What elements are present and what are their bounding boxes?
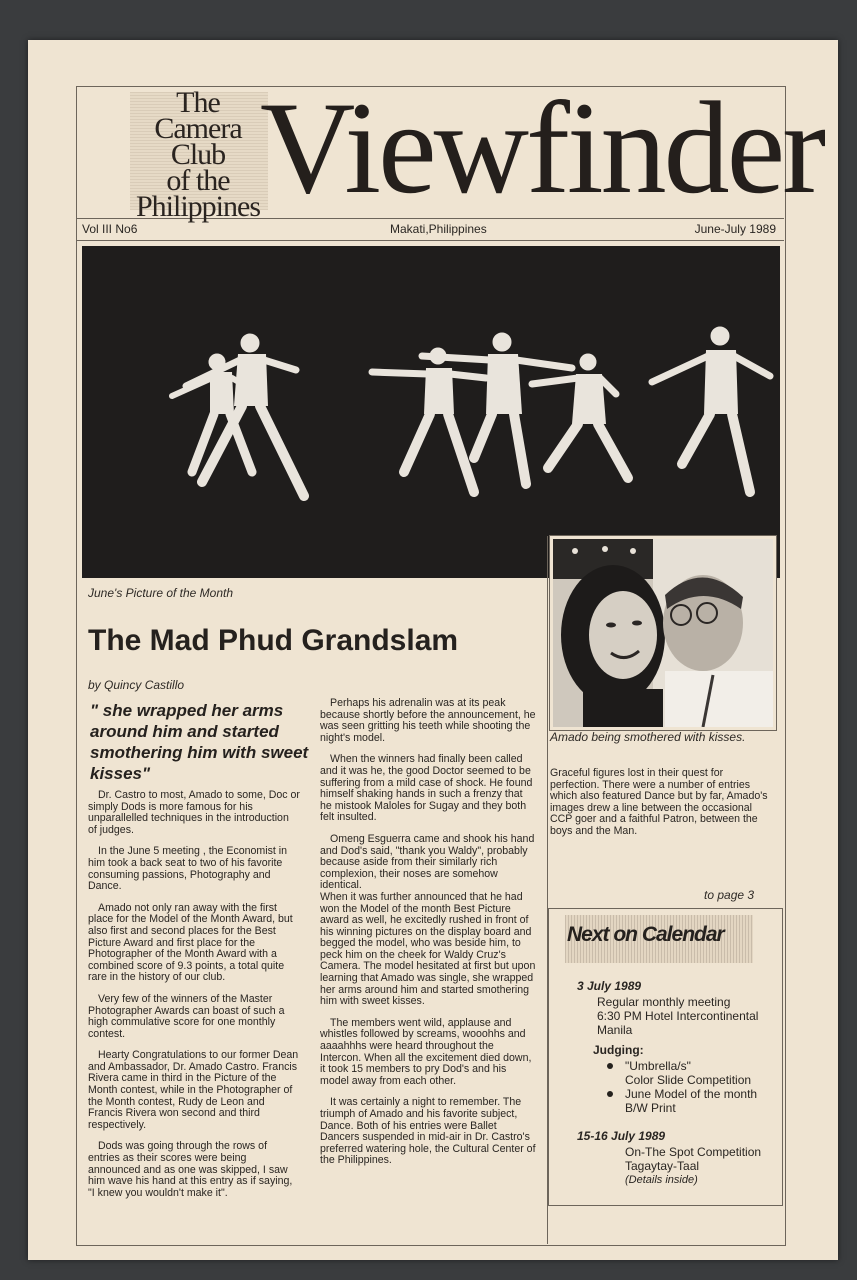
event-2-line-2: Tagaytay-Taal — [625, 1159, 700, 1173]
event-2-line-1: On-The Spot Competition — [625, 1145, 762, 1159]
location: Makati,Philippines — [390, 222, 487, 236]
inset-photo-caption: Amado being smothered with kisses. — [550, 730, 746, 744]
calendar-title: Next on Calendar — [567, 923, 724, 946]
dancer-2 — [241, 334, 259, 352]
dancer-5 — [580, 354, 596, 370]
pull-quote: " she wrapped her arms around him and started smothering him with sweet kisses" — [90, 701, 309, 783]
inset-photo-svg — [553, 539, 773, 727]
col2-paragraph: Omeng Esguerra came and shook his hand and Dod's said, "thank you Waldy", probably because aside from their similarly rich complexion, their noses are somehow identical. — [320, 832, 535, 892]
article-column-3 — [550, 768, 772, 848]
judging-label: Judging: — [593, 1043, 644, 1057]
club-line-1: The — [176, 86, 220, 119]
col1-paragraph: Hearty Congratulations to our former Dean and Ambassador, Dr. Amado Castro. Francis Rivera came in third in the Picture of the Month contest, while in the Photographer of the Month contest, Rudy de Leon and Francis Rivera won second and third respectively. — [88, 1049, 299, 1131]
col1-paragraph: In the June 5 meeting , the Economist in him took a back seat to two of his favorite consuming passions, Photography and Dance. — [88, 845, 288, 893]
article-column-2 — [320, 698, 536, 1177]
article-byline: by Quincy Castillo — [88, 678, 185, 692]
col3-paragraph: Graceful figures lost in their quest for perfection. There were a number of entries which also featured Dance but by far, Amado's images drew a line between the occasional CCP goer and a faithful Patron, between the boys and the Man. — [550, 767, 768, 837]
masthead — [76, 74, 824, 223]
col1-paragraph: Very few of the winners of the Master Photographer Awards can boast of such a high commulative score for one monthly contest. — [88, 992, 285, 1040]
club-name — [130, 86, 266, 223]
event-2-line-3: (Details inside) — [625, 1174, 698, 1186]
bullet-icon — [607, 1091, 613, 1097]
issue-date: June-July 1989 — [694, 222, 776, 236]
col2-paragraph: The members went wild, applause and whistles followed by screams, wooohhs and aaaahhhs were heard throughout the Intercon. When all the excitement died down, it took 15 members to pry Dod's and his model away from each other. — [320, 1016, 532, 1087]
col1-paragraph: Dr. Castro to most, Amado to some, Doc or simply Dods is more famous for his unparallelled techniques in the introduction of judges. — [88, 789, 300, 836]
event-1-line-3: Manila — [597, 1023, 633, 1037]
event-1-line-1: Regular monthly meeting — [597, 995, 731, 1009]
judging-item-1-line-2: Color Slide Competition — [625, 1073, 752, 1087]
calendar-date-1: 3 July 1989 — [577, 979, 642, 993]
col2-paragraph: When the winners had finally been called and it was he, the good Doctor seemed to be suffering from a mild case of shock. He found himself shaking hands in such a frenzy that he mistook Maloles for Sugay and they both felt insulted. — [320, 753, 533, 824]
club-line-3: of the — [166, 164, 230, 197]
col2-paragraph: Perhaps his adrenalin was at its peak because shortly before the announcement, he was seen gritting his teeth while shooting the night's model. — [320, 697, 536, 744]
col2-paragraph: It was certainly a night to remember. The triumph of Amado and his favorite subject, Dance. Both of his entries were Ballet Dancers suspended in mid-air in Dr. Castro's preferred watering hole, the Cultural Center of the Philippines. — [320, 1096, 536, 1167]
dancers-photo-svg — [82, 246, 780, 578]
newsletter-title: Viewfinder — [260, 74, 824, 221]
volume-number: Vol III No6 — [82, 222, 138, 236]
calendar-box — [548, 908, 783, 1206]
event-1-line-2: 6:30 PM Hotel Intercontinental — [597, 1009, 759, 1023]
judging-item-2-line-1: June Model of the month — [625, 1087, 758, 1101]
issue-info-bar — [76, 218, 784, 241]
judging-item-2-line-2: B/W Print — [625, 1101, 676, 1115]
calendar-date-2: 15-16 July 1989 — [577, 1129, 666, 1143]
dancer-4 — [493, 333, 511, 351]
club-line-2: Camera Club — [154, 112, 242, 171]
col2-paragraph: When it was further announced that he had won the Model of the month Best Picture award as well, he excitedly rushed in front of his winning pictures on the display board and begged the model, who was beside him, to peck him on the cheek for Waldy Cruz's Camera. The model hesitated at first but upon learning that Amado was single, she wrapped her arms around him and started smothering him with sweet kisses. — [320, 890, 536, 1008]
club-line-4: Philippines — [135, 190, 260, 223]
picture-of-the-month-photo — [82, 246, 780, 578]
continued-on-page: to page 3 — [704, 888, 755, 902]
dancer-6 — [711, 327, 729, 345]
newsletter-page — [28, 40, 838, 1260]
main-photo-caption: June's Picture of the Month — [88, 586, 234, 600]
judging-item-1-line-1: "Umbrella/s" — [625, 1059, 691, 1073]
col1-paragraph: Dods was going through the rows of entries as their scores were being announced and as one was skipped, I saw him wave his hand at this entry as if saying, "I knew you wouldn't make it". — [88, 1140, 293, 1199]
article-headline: The Mad Phud Grandslam — [88, 624, 459, 657]
article-column-1 — [88, 790, 300, 1209]
col1-paragraph: Amado not only ran away with the first place for the Model of the Month Award, but also first and second places for the Best Picture Award and first place for the Photographer of the Month Award with a combined score of 9.3 points, a total quite rare in the history of our club. — [88, 901, 293, 984]
bullet-icon — [607, 1063, 613, 1069]
inset-photo — [550, 536, 776, 730]
